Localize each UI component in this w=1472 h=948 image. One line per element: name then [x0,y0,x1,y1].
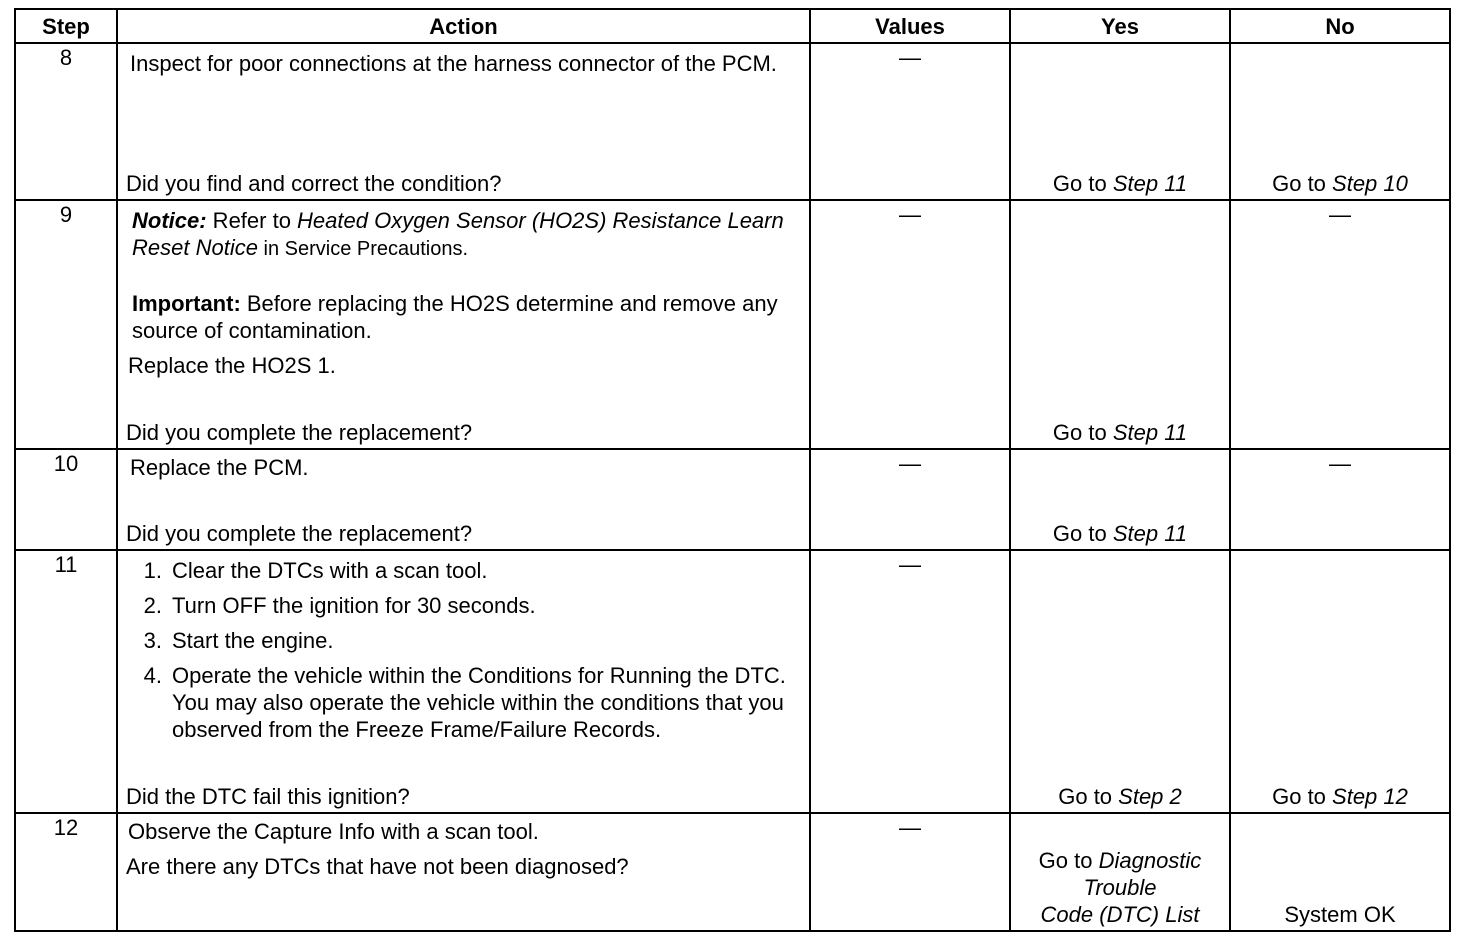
yes-target: Step 11 [1112,420,1188,445]
notice-link[interactable]: Heated Oxygen Sensor (HO2S) Resistance Learn Reset Notice [132,208,784,260]
action-cell [117,813,810,931]
action-question: Are there any DTCs that have not been diagnosed? [126,854,629,879]
notice-pre: Refer to [206,208,298,233]
diagnostic-table [14,8,1451,932]
header-no: No [1230,9,1450,43]
action-block [128,207,795,379]
values-cell [810,200,1010,449]
action-question: Did the DTC fail this ignition? [126,784,410,809]
no-link[interactable] [1231,783,1449,810]
yes-cell [1010,550,1230,813]
yes-cell [1010,449,1230,550]
no-result: System OK [1284,902,1396,927]
action-text: Inspect for poor connections at the harness connector of the PCM. [130,51,777,76]
list-item-text: Start the engine. [172,628,334,653]
action-cell [117,200,810,449]
header-values: Values [810,9,1010,43]
yes-link[interactable] [1011,419,1229,446]
values-dash: — [899,815,921,840]
yes-link[interactable] [1011,783,1229,810]
yes-link[interactable] [1011,170,1229,197]
values-cell [810,813,1010,931]
yes-cell [1010,813,1230,931]
list-item-number: 4. [143,663,162,688]
values-dash: — [899,451,921,476]
no-target: Step 12 [1332,784,1408,809]
yes-prefix: Go to [1038,848,1099,873]
no-dash: — [1329,451,1351,476]
yes-link[interactable] [1011,847,1229,928]
step-number: 10 [15,449,117,550]
list-item [128,592,795,619]
no-link[interactable] [1231,170,1449,197]
action-cell [117,449,810,550]
yes-cell [1010,43,1230,200]
no-prefix: Go to [1272,784,1333,809]
step-number: 11 [15,550,117,813]
no-cell [1230,43,1450,200]
action-text: Replace the HO2S 1. [128,353,336,378]
important-paragraph [132,290,795,344]
action-block [128,818,795,880]
yes-prefix: Go to [1052,420,1113,445]
table-row [15,550,1450,813]
yes-prefix: Go to [1052,171,1113,196]
yes-line-2 [1011,874,1229,901]
list-item-number: 1. [143,558,162,583]
yes-cell [1010,200,1230,449]
notice-post: in Service Precautions. [257,238,469,260]
yes-target: Step 11 [1112,171,1188,196]
values-dash: — [899,45,921,70]
step-number: 9 [15,200,117,449]
yes-line-3 [1011,901,1229,928]
values-cell [810,43,1010,200]
important-text: Before replacing the HO2S determine and remove any source of contamination. [132,291,778,343]
header-step: Step [15,9,117,43]
step-number: 8 [15,43,117,200]
important-label: Important: [132,291,241,316]
values-cell [810,449,1010,550]
list-item-text: Operate the vehicle within the Conditions for Running the DTC. You may also operate the vehicle within the conditions that you observed from the Freeze Frame/Failure Records. [172,663,786,742]
table-row [15,43,1450,200]
yes-target: Step 11 [1112,521,1188,546]
action-cell [117,43,810,200]
no-cell [1230,550,1450,813]
yes-line-1 [1011,847,1229,874]
action-question: Did you complete the replacement? [126,521,473,546]
yes-target-2: Trouble [1083,875,1157,900]
action-text: Observe the Capture Info with a scan tool. [128,819,539,844]
table-row [15,449,1450,550]
table-row [15,813,1450,931]
header-yes: Yes [1010,9,1230,43]
no-cell [1230,813,1450,931]
no-prefix: Go to [1272,171,1333,196]
yes-prefix: Go to [1058,784,1119,809]
list-item-number: 2. [143,593,162,618]
header-row [15,9,1450,43]
step-number: 12 [15,813,117,931]
notice-paragraph [132,207,795,263]
yes-target-1: Diagnostic [1098,848,1202,873]
action-text: Replace the PCM. [130,455,309,480]
values-dash: — [899,552,921,577]
table-row [15,200,1450,449]
action-question: Did you complete the replacement? [126,420,473,445]
list-item-text: Clear the DTCs with a scan tool. [172,558,488,583]
yes-link[interactable] [1011,520,1229,547]
no-cell [1230,449,1450,550]
header-action: Action [117,9,810,43]
list-item [128,557,795,584]
values-cell [810,550,1010,813]
list-item-text: Turn OFF the ignition for 30 seconds. [172,593,536,618]
no-cell [1230,200,1450,449]
list-item [128,627,795,654]
yes-prefix: Go to [1052,521,1113,546]
yes-target: Step 2 [1118,784,1182,809]
notice-label: Notice: [132,208,207,233]
yes-target-3: Code (DTC) List [1040,902,1200,927]
action-cell [117,550,810,813]
action-question: Did you find and correct the condition? [126,171,502,196]
no-target: Step 10 [1332,171,1408,196]
no-dash: — [1329,202,1351,227]
values-dash: — [899,202,921,227]
action-block [128,557,795,751]
list-item [128,662,795,743]
list-item-number: 3. [143,628,162,653]
procedure-list [128,557,795,743]
